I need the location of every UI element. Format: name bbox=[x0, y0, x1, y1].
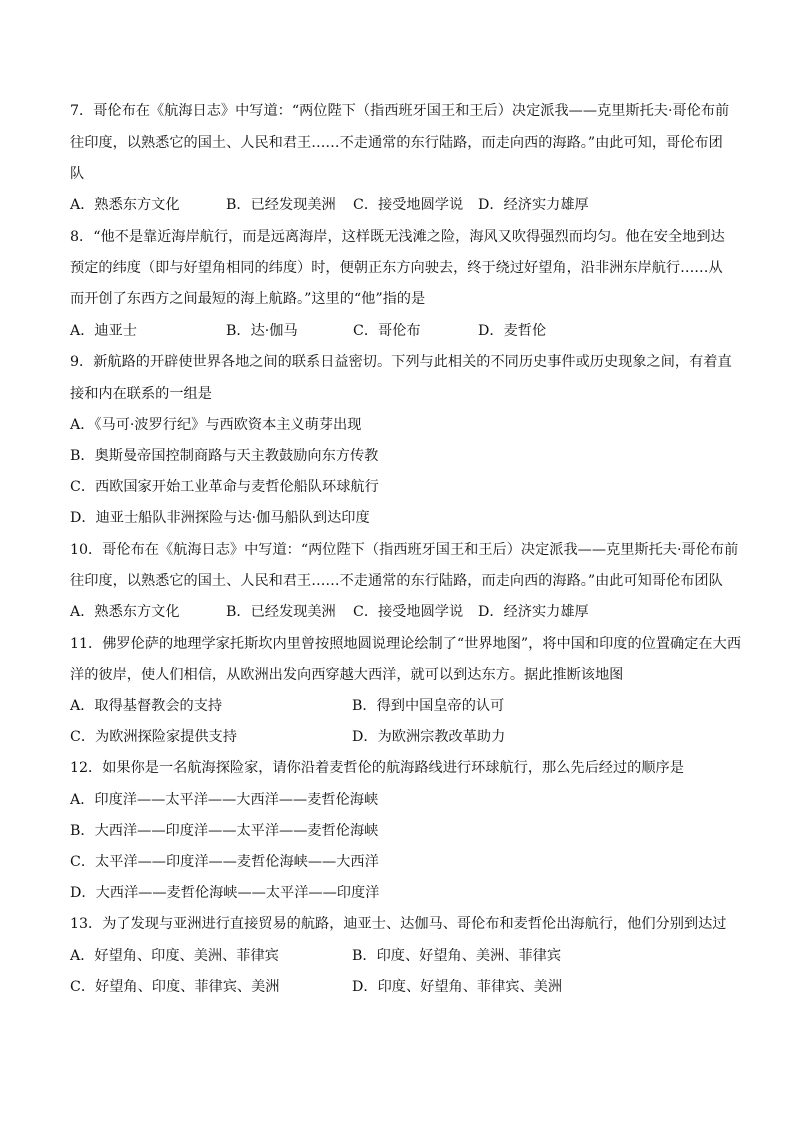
question-13-option-d: D．印度、好望角、菲律宾、美洲 bbox=[352, 979, 563, 995]
question-11-option-a: A．取得基督教会的支持 bbox=[70, 698, 223, 714]
question-8-option-a: A．迪亚士 bbox=[70, 323, 137, 339]
question-11-option-c: C．为欧洲探险家提供支持 bbox=[70, 729, 237, 745]
question-10-option-d: D．经济实力雄厚 bbox=[478, 604, 589, 620]
question-9-option-d: D．迪亚士船队非洲探险与达·伽马船队到达印度 bbox=[70, 510, 370, 526]
question-13-option-a: A．好望角、印度、美洲、菲律宾 bbox=[70, 948, 279, 964]
question-9-stem-line-2: 接和内在联系的一组是 bbox=[70, 386, 212, 402]
question-11-option-b: B．得到中国皇帝的认可 bbox=[352, 698, 505, 714]
question-10-option-a: A．熟悉东方文化 bbox=[70, 604, 180, 620]
question-13-option-b: B．印度、好望角、美洲、菲律宾 bbox=[352, 948, 562, 964]
question-11-stem-line-1: 11．佛罗伦萨的地理学家托斯坎内里曾按照地圆说理论绘制了“世界地图”，将中国和印度的位置确定在大西 bbox=[70, 636, 742, 652]
question-12-option-d: D．大西洋——麦哲伦海峡——太平洋——印度洋 bbox=[70, 885, 380, 901]
question-12-option-a: A．印度洋——太平洋——大西洋——麦哲伦海峡 bbox=[70, 792, 379, 808]
question-9-option-a: A．《马可·波罗行纪》与西欧资本主义萌芽出现 bbox=[70, 417, 362, 433]
question-7-stem-line-1: 7．哥伦布在《航海日志》中写道：“两位陛下（指西班牙国王和王后）决定派我——克里斯托夫·哥伦布前 bbox=[70, 103, 730, 119]
question-10-option-c: C．接受地圆学说 bbox=[353, 604, 464, 620]
question-7-stem-line-3: 队 bbox=[70, 166, 85, 182]
question-11-stem-line-2: 洋的彼岸，使人们相信，从欧洲出发向西穿越大西洋，就可以到达东方。据此推断该地图 bbox=[70, 667, 624, 683]
question-12-option-b: B．大西洋——印度洋——太平洋——麦哲伦海峡 bbox=[70, 823, 379, 839]
question-13-option-c: C．好望角、印度、菲律宾、美洲 bbox=[70, 979, 280, 995]
question-7-stem-line-2: 往印度，以熟悉它的国土、人民和君王……不走通常的东行陆路，而走向西的海路。”由此可知，哥伦布团 bbox=[70, 135, 723, 151]
question-7-option-d: D．经济实力雄厚 bbox=[478, 197, 589, 213]
question-9-option-b: B．奥斯曼帝国控制商路与天主教鼓励向东方传教 bbox=[70, 448, 379, 464]
question-10-stem-line-1: 10．哥伦布在《航海日志》中写道：“两位陛下（指西班牙国王和王后）决定派我——克里斯托夫·哥伦布前 bbox=[70, 542, 739, 558]
question-10-option-b: B．已经发现美洲 bbox=[226, 604, 336, 620]
question-11-option-d: D．为欧洲宗教改革助力 bbox=[352, 729, 506, 745]
question-7-option-c: C．接受地圆学说 bbox=[353, 197, 464, 213]
question-8-option-b: B．达·伽马 bbox=[226, 323, 298, 339]
question-10-stem-line-2: 往印度，以熟悉它的国土、人民和君王……不走通常的东行陆路，而走向西的海路。”由此可知哥伦布团队 bbox=[70, 573, 723, 589]
question-9-option-c: C．西欧国家开始工业革命与麦哲伦船队环球航行 bbox=[70, 479, 379, 495]
question-8-option-c: C．哥伦布 bbox=[353, 323, 421, 339]
question-8-stem-line-3: 而开创了东西方之间最短的海上航路。”这里的“他”指的是 bbox=[70, 291, 426, 307]
question-9-stem-line-1: 9．新航路的开辟使世界各地之间的联系日益密切。下列与此相关的不同历史事件或历史现象之间，有着直 bbox=[70, 354, 732, 370]
question-12-stem-line-1: 12．如果你是一名航海探险家，请你沿着麦哲伦的航海路线进行环球航行，那么先后经过的顺序是 bbox=[70, 760, 684, 776]
question-13-stem-line-1: 13．为了发现与亚洲进行直接贸易的航路，迪亚士、达伽马、哥伦布和麦哲伦出海航行，他们分别到达过 bbox=[70, 916, 727, 932]
question-8-stem-line-2: 预定的纬度（即与好望角相同的纬度）时，便朝正东方向驶去，终于绕过好望角，沿非洲东岸航行……从 bbox=[70, 260, 723, 276]
question-7-option-b: B．已经发现美洲 bbox=[226, 197, 336, 213]
question-12-option-c: C．太平洋——印度洋——麦哲伦海峡——大西洋 bbox=[70, 854, 379, 870]
question-8-stem-line-1: 8．“他不是靠近海岸航行，而是远离海岸，这样既无浅滩之险，海风又吹得强烈而均匀。他在安全地到达 bbox=[70, 229, 725, 245]
question-8-option-d: D．麦哲伦 bbox=[478, 323, 547, 339]
question-7-option-a: A．熟悉东方文化 bbox=[70, 197, 180, 213]
